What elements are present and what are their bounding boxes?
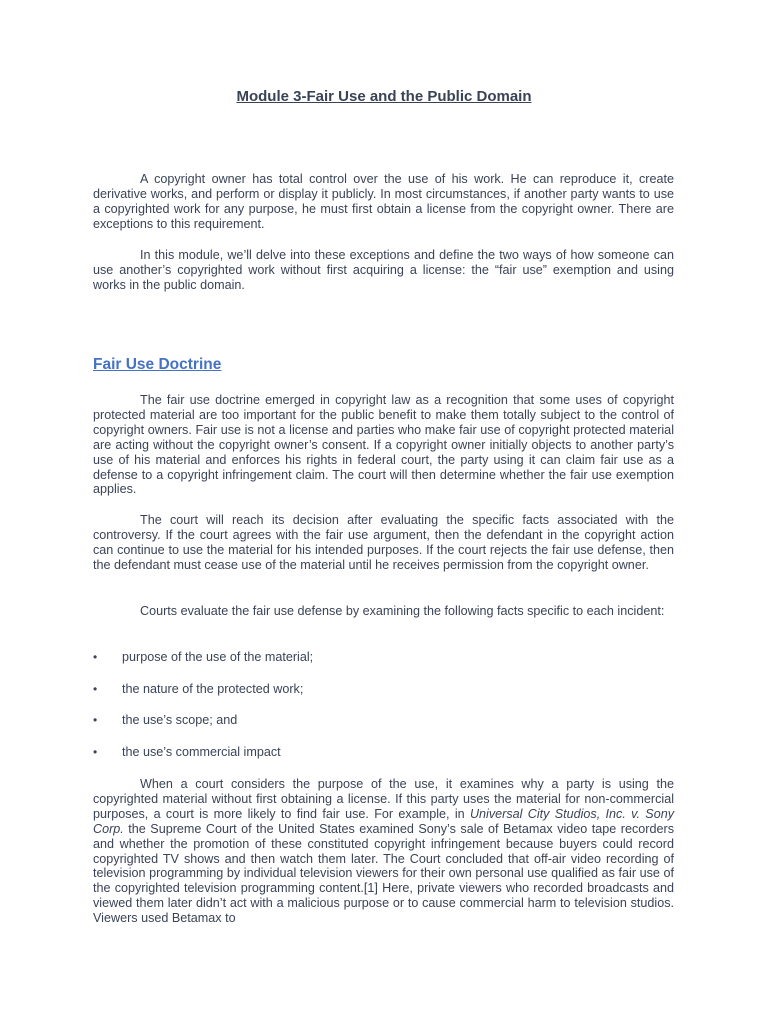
section-paragraph-4 bbox=[93, 777, 674, 926]
case-citation: Universal City Studios, Inc. v. Sony Corp. bbox=[93, 806, 674, 836]
intro-paragraph-2: In this module, we’ll delve into these exceptions and define the two ways of how someone can use another’s copyrighted work without first acquiring a license: the “fair use” exemption and using works in the public domain. bbox=[93, 248, 674, 292]
fair-use-factors-list bbox=[93, 650, 674, 777]
section-paragraph-1: The fair use doctrine emerged in copyright law as a recognition that some uses of copyright protected material are too important for the public benefit to make them totally subject to the control of copyright owners. Fair use is not a license and parties who make fair use of copyright protected material are acting without the copyright owner’s consent. If a copyright owner initially objects to another party’s use of his material and enforces his rights in federal court, the party using it can claim fair use as a defense to a copyright infringement claim. The court will then determine whether the fair use exemption applies. bbox=[93, 393, 674, 497]
bullet-icon: • bbox=[93, 713, 98, 728]
list-item bbox=[93, 713, 674, 745]
list-item bbox=[93, 745, 674, 777]
list-item bbox=[93, 682, 674, 714]
list-item-text: purpose of the use of the material; bbox=[122, 650, 314, 664]
section-paragraph-2: The court will reach its decision after evaluating the specific facts associated with the controversy. If the court agrees with the fair use argument, then the defendant in the copyright action can continue to use the material for his intended purposes. If the court rejects the fair use defense, then the defendant must cease use of the material until he receives permission from the copyright owner. bbox=[93, 513, 674, 572]
list-item bbox=[93, 650, 674, 682]
list-item-text: the use’s commercial impact bbox=[122, 745, 281, 760]
list-item-text: the nature of the protected work; bbox=[122, 681, 304, 696]
bullet-icon: • bbox=[93, 745, 98, 760]
list-item-text: the use’s scope; and bbox=[122, 713, 238, 728]
section-paragraph-3: Courts evaluate the fair use defense by examining the following facts specific to each incident: bbox=[140, 604, 665, 618]
intro-paragraph-1: A copyright owner has total control over the use of his work. He can reproduce it, create derivative works, and perform or display it publicly. In most circumstances, if another party wants to use a copyrighted work for any purpose, he must first obtain a license from the copyright owner. There are exceptions to this requirement. bbox=[93, 172, 674, 231]
section-heading-fair-use: Fair Use Doctrine bbox=[93, 356, 222, 373]
bullet-icon: • bbox=[93, 650, 98, 664]
paragraph-text-start: When a court considers the purpose of the use, it examines why a party is using the copyrighted material without first obtaining a license. If this party uses the material for non-commercial purposes, a court is more likely to find fair use. For example, in bbox=[93, 777, 674, 821]
bullet-icon: • bbox=[93, 681, 98, 696]
paragraph-text-end: the Supreme Court of the United States examined Sony’s sale of Betamax video tape recorders and whether the promotion of these constituted copyright infringement because buyers could record copyrighted TV shows and then watch them later. The Court concluded that off-air video recording of television programming by individual television viewers for their own personal use qualified as fair use of the copyrighted television programming content.[1] Here, private viewers who recorded broadcasts and viewed them later didn’t act with a malicious purpose or to cause commercial harm to television studios. Viewers used Betamax to bbox=[93, 821, 674, 926]
page-title: Module 3-Fair Use and the Public Domain bbox=[236, 88, 532, 105]
